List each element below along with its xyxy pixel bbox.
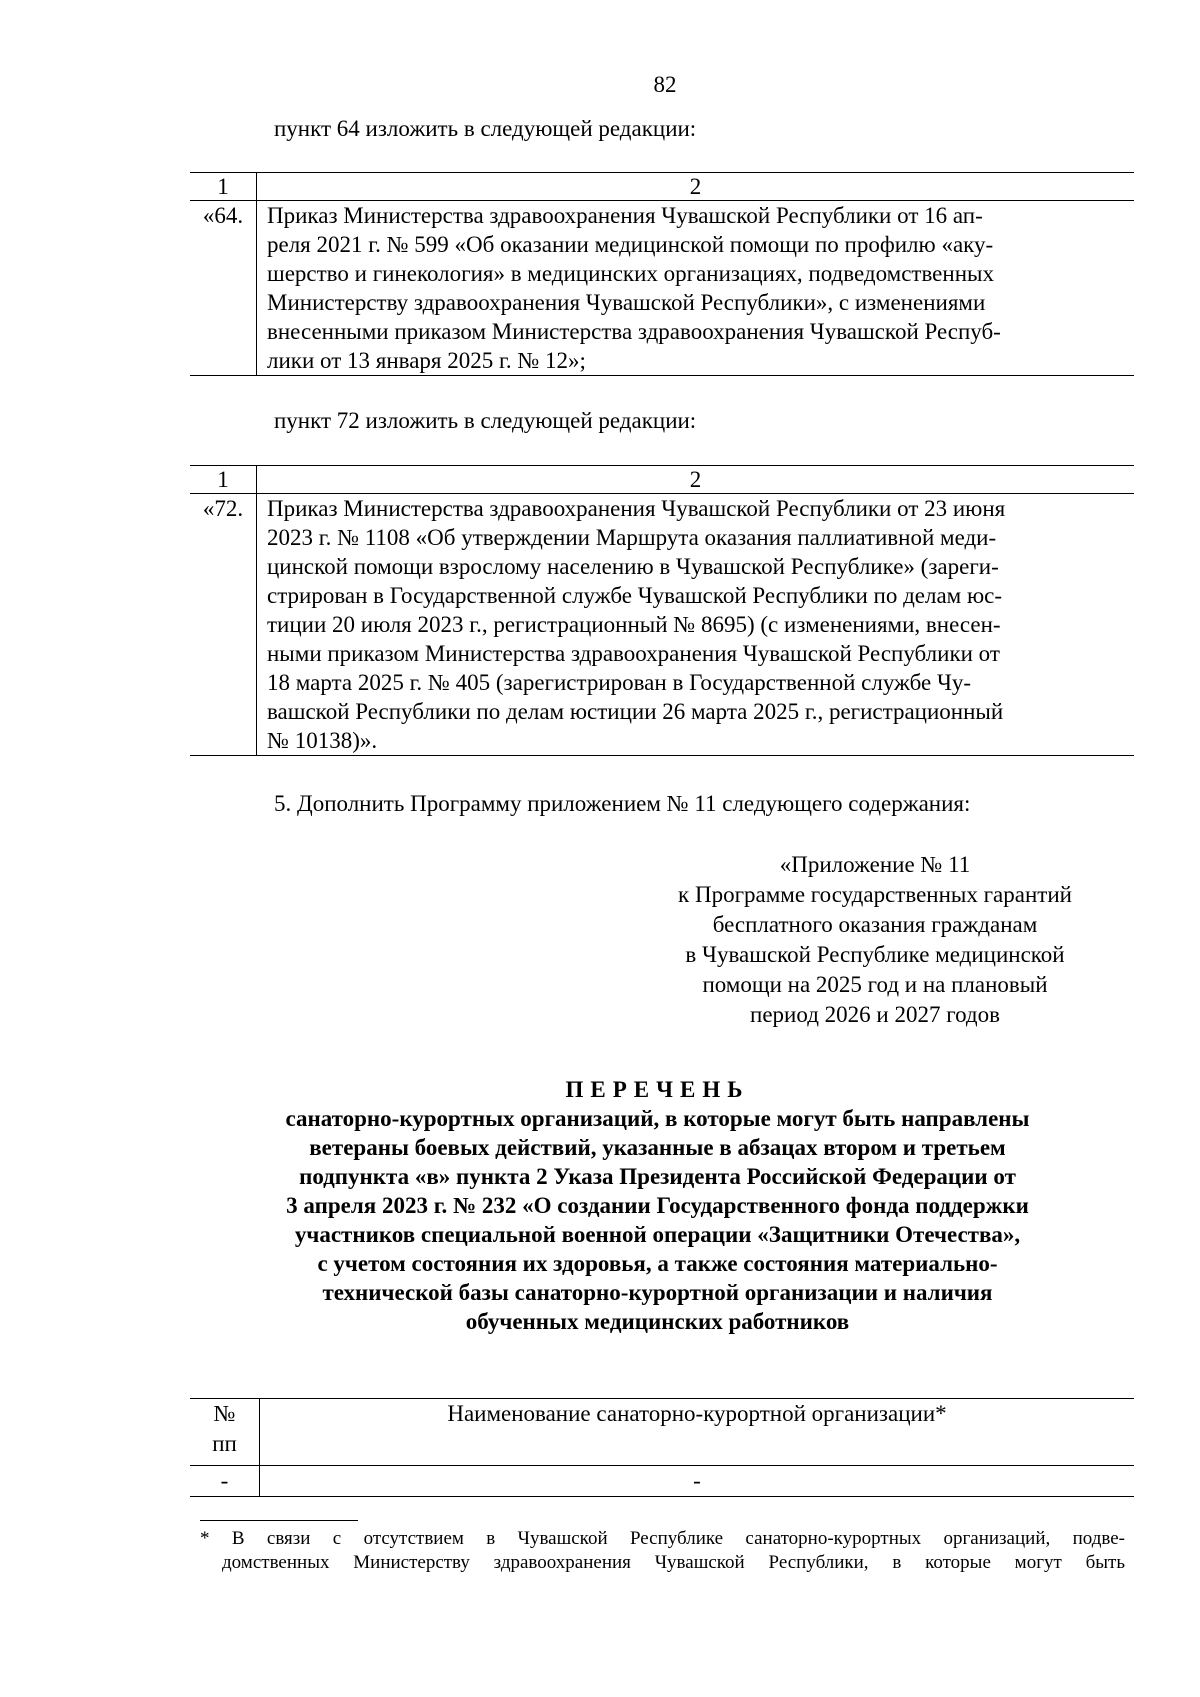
row-text-line: 18 марта 2025 г. № 405 (зарегистрирован в Государственной службе Чу-: [267, 670, 972, 695]
table-header-row: [190, 173, 1134, 201]
footnote-separator: [200, 1520, 358, 1521]
heading-line: с учетом состояния их здоровья, а также состояния материально-: [317, 1251, 998, 1276]
appendix-note-line: к Программе государственных гарантий: [678, 882, 1072, 907]
appendix-note-line: бесплатного оказания гражданам: [712, 912, 1038, 937]
appendix-note: [640, 850, 1110, 1030]
footnote: [200, 1527, 1125, 1575]
heading-line: участников специальной военной операции «Защитники Отечества»,: [294, 1222, 1021, 1247]
row-number: «64.: [190, 201, 257, 376]
amendment-table-72: [190, 465, 1134, 756]
table-header-row: [190, 466, 1134, 494]
intro-item-64: пункт 64 изложить в следующей редакции:: [274, 116, 697, 141]
intro-item-72: пункт 72 изложить в следующей редакции:: [274, 408, 697, 433]
footnote-line: домственных Министерству здравоохранения Чувашской Республики, в которые могут быть: [222, 1552, 1125, 1573]
appendix-note-line: период 2026 и 2027 годов: [750, 1002, 1000, 1027]
row-text-line: цинской помощи взрослому населению в Чувашской Республике» (зареги-: [267, 554, 999, 579]
table-row: [190, 201, 1134, 376]
appendix-note-line: в Чувашской Республике медицинской: [685, 942, 1065, 967]
sanatorium-list-table: [190, 1398, 1134, 1497]
row-text-line: стрирован в Государственной службе Чувашской Республики по делам юс-: [267, 583, 1003, 608]
appendix-note-line: «Приложение № 11: [779, 852, 971, 877]
appendix-note-line: помощи на 2025 год и на плановый: [702, 972, 1048, 997]
row-text-line: тиции 20 июля 2023 г., регистрационный № 8695) (с изменениями, внесен-: [267, 612, 1001, 637]
list-title: ПЕРЕЧЕНЬ: [565, 1077, 750, 1102]
row-text-line: Министерству здравоохранения Чувашской Республики», с изменениями: [267, 290, 986, 315]
row-text-line: Приказ Министерства здравоохранения Чувашской Республики от 23 июня: [267, 496, 1006, 521]
footnote-line: * В связи с отсутствием в Чувашской Республике санаторно-курортных организаций, подве-: [200, 1528, 1125, 1549]
table-row: [190, 494, 1134, 756]
column-2-header: 2: [257, 173, 1135, 201]
row-text-line: № 10138)».: [267, 728, 378, 753]
table-header-row: [190, 1399, 1134, 1466]
row-text: [257, 494, 1135, 756]
heading-line: обученных медицинских работников: [465, 1309, 850, 1334]
number-header-line: пп: [212, 1431, 237, 1456]
row-text: [257, 201, 1135, 376]
row-text-line: 2023 г. № 1108 «Об утверждении Маршрута оказания паллиативной меди-: [267, 525, 997, 550]
row-text-line: шерство и гинекология» в медицинских организациях, подведомственных: [267, 261, 994, 286]
row-text-line: лики от 13 января 2025 г. № 12»;: [267, 348, 586, 373]
column-1-header: 1: [190, 173, 257, 201]
heading-line: санаторно-курортных организаций, в которые могут быть направлены: [285, 1106, 1030, 1131]
row-text-line: вашской Республики по делам юстиции 26 марта 2025 г., регистрационный: [267, 699, 1004, 724]
row-text-line: внесенными приказом Министерства здравоохранения Чувашской Респуб-: [267, 319, 1001, 344]
number-header-line: №: [213, 1401, 236, 1426]
table-row: [190, 1466, 1134, 1497]
row-number: «72.: [190, 494, 257, 756]
column-2-header: 2: [257, 466, 1135, 494]
heading-line: ветераны боевых действий, указанные в абзацах втором и третьем: [309, 1135, 1006, 1160]
page-number: 82: [653, 72, 677, 97]
list-heading: [180, 1075, 1135, 1336]
amendment-table-64: [190, 172, 1134, 376]
row-text-line: ными приказом Министерства здравоохранения Чувашской Республики от: [267, 641, 1000, 666]
heading-line: 3 апреля 2023 г. № 232 «О создании Государственного фонда поддержки: [286, 1193, 1029, 1218]
item-5-text: 5. Дополнить Программу приложением № 11 следующего содержания:: [274, 791, 971, 816]
row-number-cell: -: [190, 1466, 260, 1497]
row-text-line: Приказ Министерства здравоохранения Чувашской Республики от 16 ап-: [267, 203, 983, 228]
number-column-header: [190, 1399, 260, 1466]
row-text-line: реля 2021 г. № 599 «Об оказании медицинской помощи по профилю «аку-: [267, 232, 994, 257]
column-1-header: 1: [190, 466, 257, 494]
heading-line: подпункта «в» пункта 2 Указа Президента Российской Федерации от: [299, 1164, 1016, 1189]
row-name-cell: -: [260, 1466, 1135, 1497]
heading-line: технической базы санаторно-курортной организации и наличия: [322, 1280, 993, 1305]
name-column-header: Наименование санаторно-курортной организации*: [260, 1399, 1135, 1466]
